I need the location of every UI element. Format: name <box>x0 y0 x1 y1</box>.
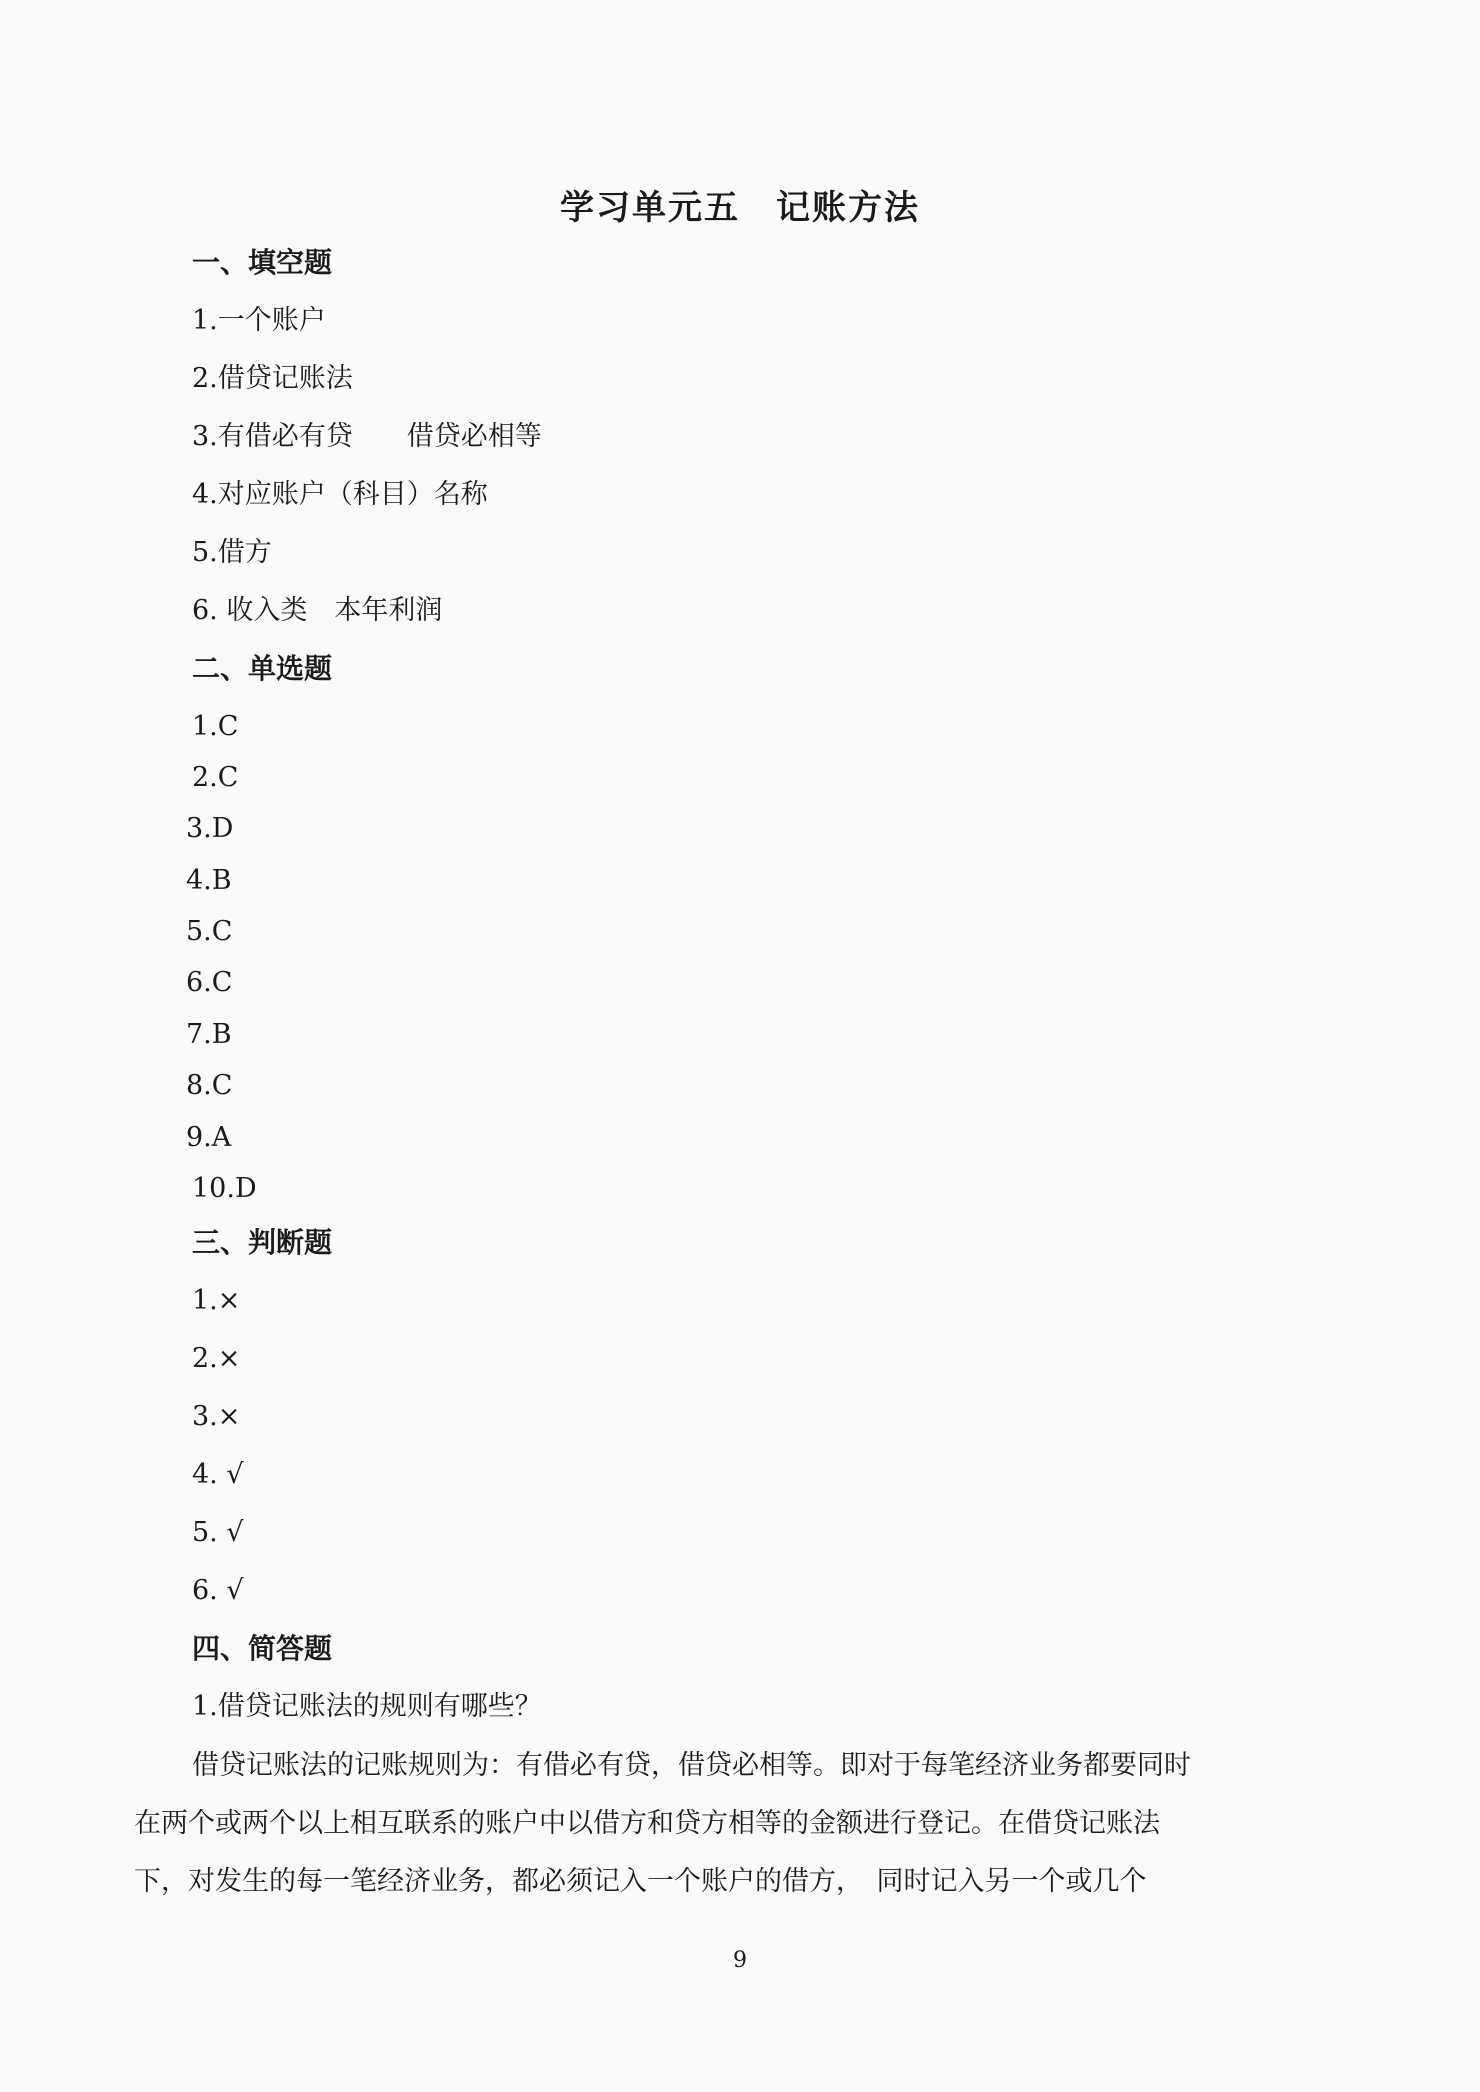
fill-in-answer: 1.一个账户 <box>192 305 326 336</box>
single-choice-answer: 6.C <box>186 967 233 998</box>
single-choice-answer: 3.D <box>186 813 234 844</box>
fill-in-answer: 6. 收入类 本年利润 <box>192 595 443 626</box>
single-choice-answer: 9.A <box>186 1122 232 1153</box>
true-false-answer: 2.× <box>192 1343 241 1374</box>
short-answer-question: 1.借贷记账法的规则有哪些？ <box>192 1691 542 1722</box>
fill-in-answer: 4.对应账户（科目）名称 <box>192 479 488 510</box>
page-title: 学习单元五 记账方法 <box>560 188 920 228</box>
true-false-answer: 1.× <box>192 1285 241 1316</box>
true-false-answer: 6. √ <box>192 1575 244 1606</box>
section-heading-short-answer: 四、简答题 <box>192 1632 333 1665</box>
single-choice-answer: 2.C <box>192 762 239 793</box>
single-choice-answer: 8.C <box>186 1070 233 1101</box>
single-choice-answer: 4.B <box>186 865 232 896</box>
short-answer-line: 在两个或两个以上相互联系的账户中以借方和贷方相等的金额进行登记。在借贷记账法 <box>134 1808 1160 1839</box>
true-false-answer: 3.× <box>192 1401 241 1432</box>
page-number: 9 <box>733 1948 747 1973</box>
short-answer-line: 下，对发生的每一笔经济业务，都必须记入一个账户的借方， 同时记入另一个或几个 <box>134 1866 1147 1897</box>
section-heading-fill-in: 一、填空题 <box>192 246 333 279</box>
single-choice-answer: 5.C <box>186 916 233 947</box>
single-choice-answer: 10.D <box>192 1173 257 1204</box>
single-choice-answer: 1.C <box>192 711 239 742</box>
fill-in-answer: 2.借贷记账法 <box>192 363 353 394</box>
true-false-answer: 4. √ <box>192 1459 244 1490</box>
single-choice-answer: 7.B <box>186 1019 232 1050</box>
short-answer-line: 借贷记账法的记账规则为：有借必有贷，借贷必相等。即对于每笔经济业务都要同时 <box>192 1750 1191 1781</box>
section-heading-true-false: 三、判断题 <box>192 1226 333 1259</box>
fill-in-answer: 5.借方 <box>192 537 272 568</box>
fill-in-answer: 3.有借必有贷 借贷必相等 <box>192 421 542 452</box>
true-false-answer: 5. √ <box>192 1517 244 1548</box>
section-heading-single-choice: 二、单选题 <box>192 652 333 685</box>
